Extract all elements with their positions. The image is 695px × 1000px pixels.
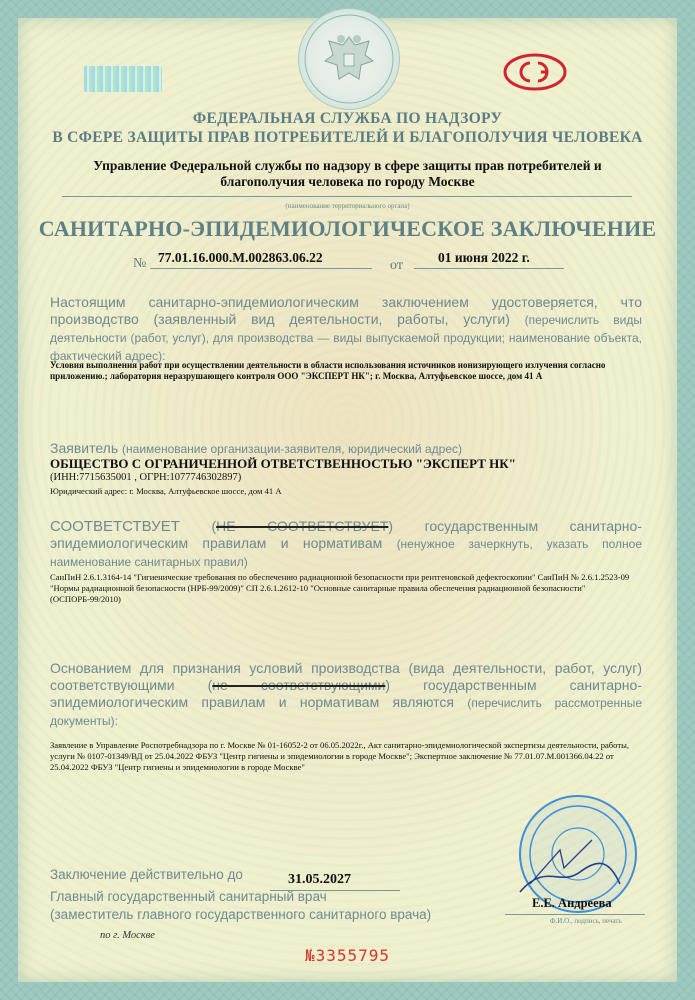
compliance-block: СООТВЕТСТВУЕТ (НЕ СООТВЕТСТВУЕТ) государственным санитарно-эпидемиологическим правилам и нормативам (ненужное зачеркнуть, указать полное наименование санитарных правил): [50, 518, 642, 569]
number-underline: [150, 268, 372, 269]
chief-line-2: (заместитель главного государственного санитарного врача): [50, 907, 432, 922]
applicant-name: ОБЩЕСТВО С ОГРАНИЧЕННОЙ ОТВЕТСТВЕННОСТЬЮ "ЭКСПЕРТ НК": [50, 456, 516, 471]
number-prefix: №: [133, 256, 147, 271]
certificate-number: 77.01.16.000.М.002863.06.22: [158, 250, 323, 265]
not-complies-word: НЕ СООТВЕТСТВУЕТ: [216, 518, 389, 534]
date-underline: [414, 268, 564, 269]
certifies-lead-text: Настоящим санитарно-эпидемиологическим заключением удостоверяется, что производство (заявленный вид деятельности, работы, услуги): [50, 294, 642, 327]
basis-lead-part1: Основанием для признания условий производства (вида деятельности, работ, услуг) соответствующими (: [50, 660, 642, 693]
certificate-title: САНИТАРНО-ЭПИДЕМИОЛОГИЧЕСКОЕ ЗАКЛЮЧЕНИЕ: [38, 216, 657, 241]
sanitary-rules: СанПиН 2.6.1.3164-14 "Гигиенические требования по обеспечению радиационной безопасности при рентгеновской дефектоскопии" СанПиН № 2.6.1.2523-09 "Нормы радиационной безопасности (НРБ-99/2009)" СП 2.6.1.2612-10 "Основные санитарные правила обеспечения радиационной безопасности" (ОСПОРБ-99/2010): [50, 572, 630, 604]
signature-underline: [505, 914, 645, 915]
basis-lead-note: (перечислить рассмотренные документы):: [50, 696, 643, 728]
basis-documents: Заявление в Управление Роспотребнадзора по г. Москве № 01-16052-2 от 06.05.2022г., Акт санитарно-эпидемиологической экспертизы деятельности, работы, услуги № 0107-01349/ВД от 25.04.2022 ФБУЗ "Центр гигиены и эпидемиологии в городе Москве"; Экспертное заключение № 77.01.07.М.001366.04.22 от 25.04.2022 ФБУЗ "Центр гигиены и эпидемиологии в городе Москве": [50, 740, 630, 772]
applicant-label: Заявитель: [50, 440, 119, 456]
certifies-lead: [50, 294, 642, 365]
basis-lead-part2: ) государственным санитарно-эпидемиологическим правилам и нормативам являются: [50, 677, 642, 710]
chief-line-1: Главный государственный санитарный врач: [50, 889, 327, 904]
compliance-note: (ненужное зачеркнуть, указать полное наименование санитарных правил): [50, 537, 642, 569]
complies-word: СООТВЕТСТВУЕТ: [50, 518, 180, 535]
department-underline: [62, 196, 632, 197]
valid-until-date: 31.05.2027: [288, 872, 351, 887]
date-prefix: от: [390, 258, 403, 273]
se-logo: [500, 52, 570, 92]
department-caption: (наименование территориального органа): [285, 202, 410, 210]
certifies-lead-note: (перечислить виды деятельности (работ, услуг), для производства — виды выпускаемой продукции; наименование объекта, фактический адрес):: [50, 313, 642, 363]
signature-caption: Ф.И.О., подпись, печать: [550, 917, 622, 925]
state-emblem: [298, 8, 400, 110]
chief-city: по г. Москве: [100, 930, 155, 941]
basis-strike: не соответствующими: [212, 677, 386, 693]
certificate-date: 01 июня 2022 г.: [438, 250, 530, 265]
signatory-name: Е.Е. Андреева: [532, 896, 612, 910]
basis-lead: [50, 660, 642, 730]
applicant-address: Юридический адрес: г. Москва, Алтуфьевское шоссе, дом 41 А: [50, 486, 282, 496]
double-headed-eagle-icon: [299, 9, 399, 109]
applicant-ids: (ИНН:7715635001 , ОГРН:1077746302897): [50, 472, 242, 483]
se-mark-icon: [500, 52, 570, 92]
department-name: Управление Федеральной службы по надзору в сфере защиты прав потребителей и благополучия человека по городу Москве: [93, 158, 602, 189]
certifies-value: Условия выполнения работ при осуществлении деятельности в области использования источников ионизирующего излучения согласно приложению.; лаборатория неразрушающего контроля ООО "ЭКСПЕРТ НК"; г. Москва, Алтуфьевское шоссе, дом 41 А: [50, 360, 606, 381]
compliance-rest: государственным санитарно-эпидемиологическим правилам и нормативам: [50, 518, 642, 551]
valid-until-label: Заключение действительно до: [50, 867, 243, 882]
applicant-label-note: (наименование организации-заявителя, юридический адрес): [122, 442, 462, 456]
serial-number: №3355795: [304, 946, 391, 965]
hologram-sticker: [84, 66, 162, 92]
agency-line-2: В СФЕРЕ ЗАЩИТЫ ПРАВ ПОТРЕБИТЕЛЕЙ И БЛАГОПОЛУЧИЯ ЧЕЛОВЕКА: [52, 129, 643, 146]
agency-line-1: ФЕДЕРАЛЬНАЯ СЛУЖБА ПО НАДЗОРУ: [192, 110, 503, 127]
